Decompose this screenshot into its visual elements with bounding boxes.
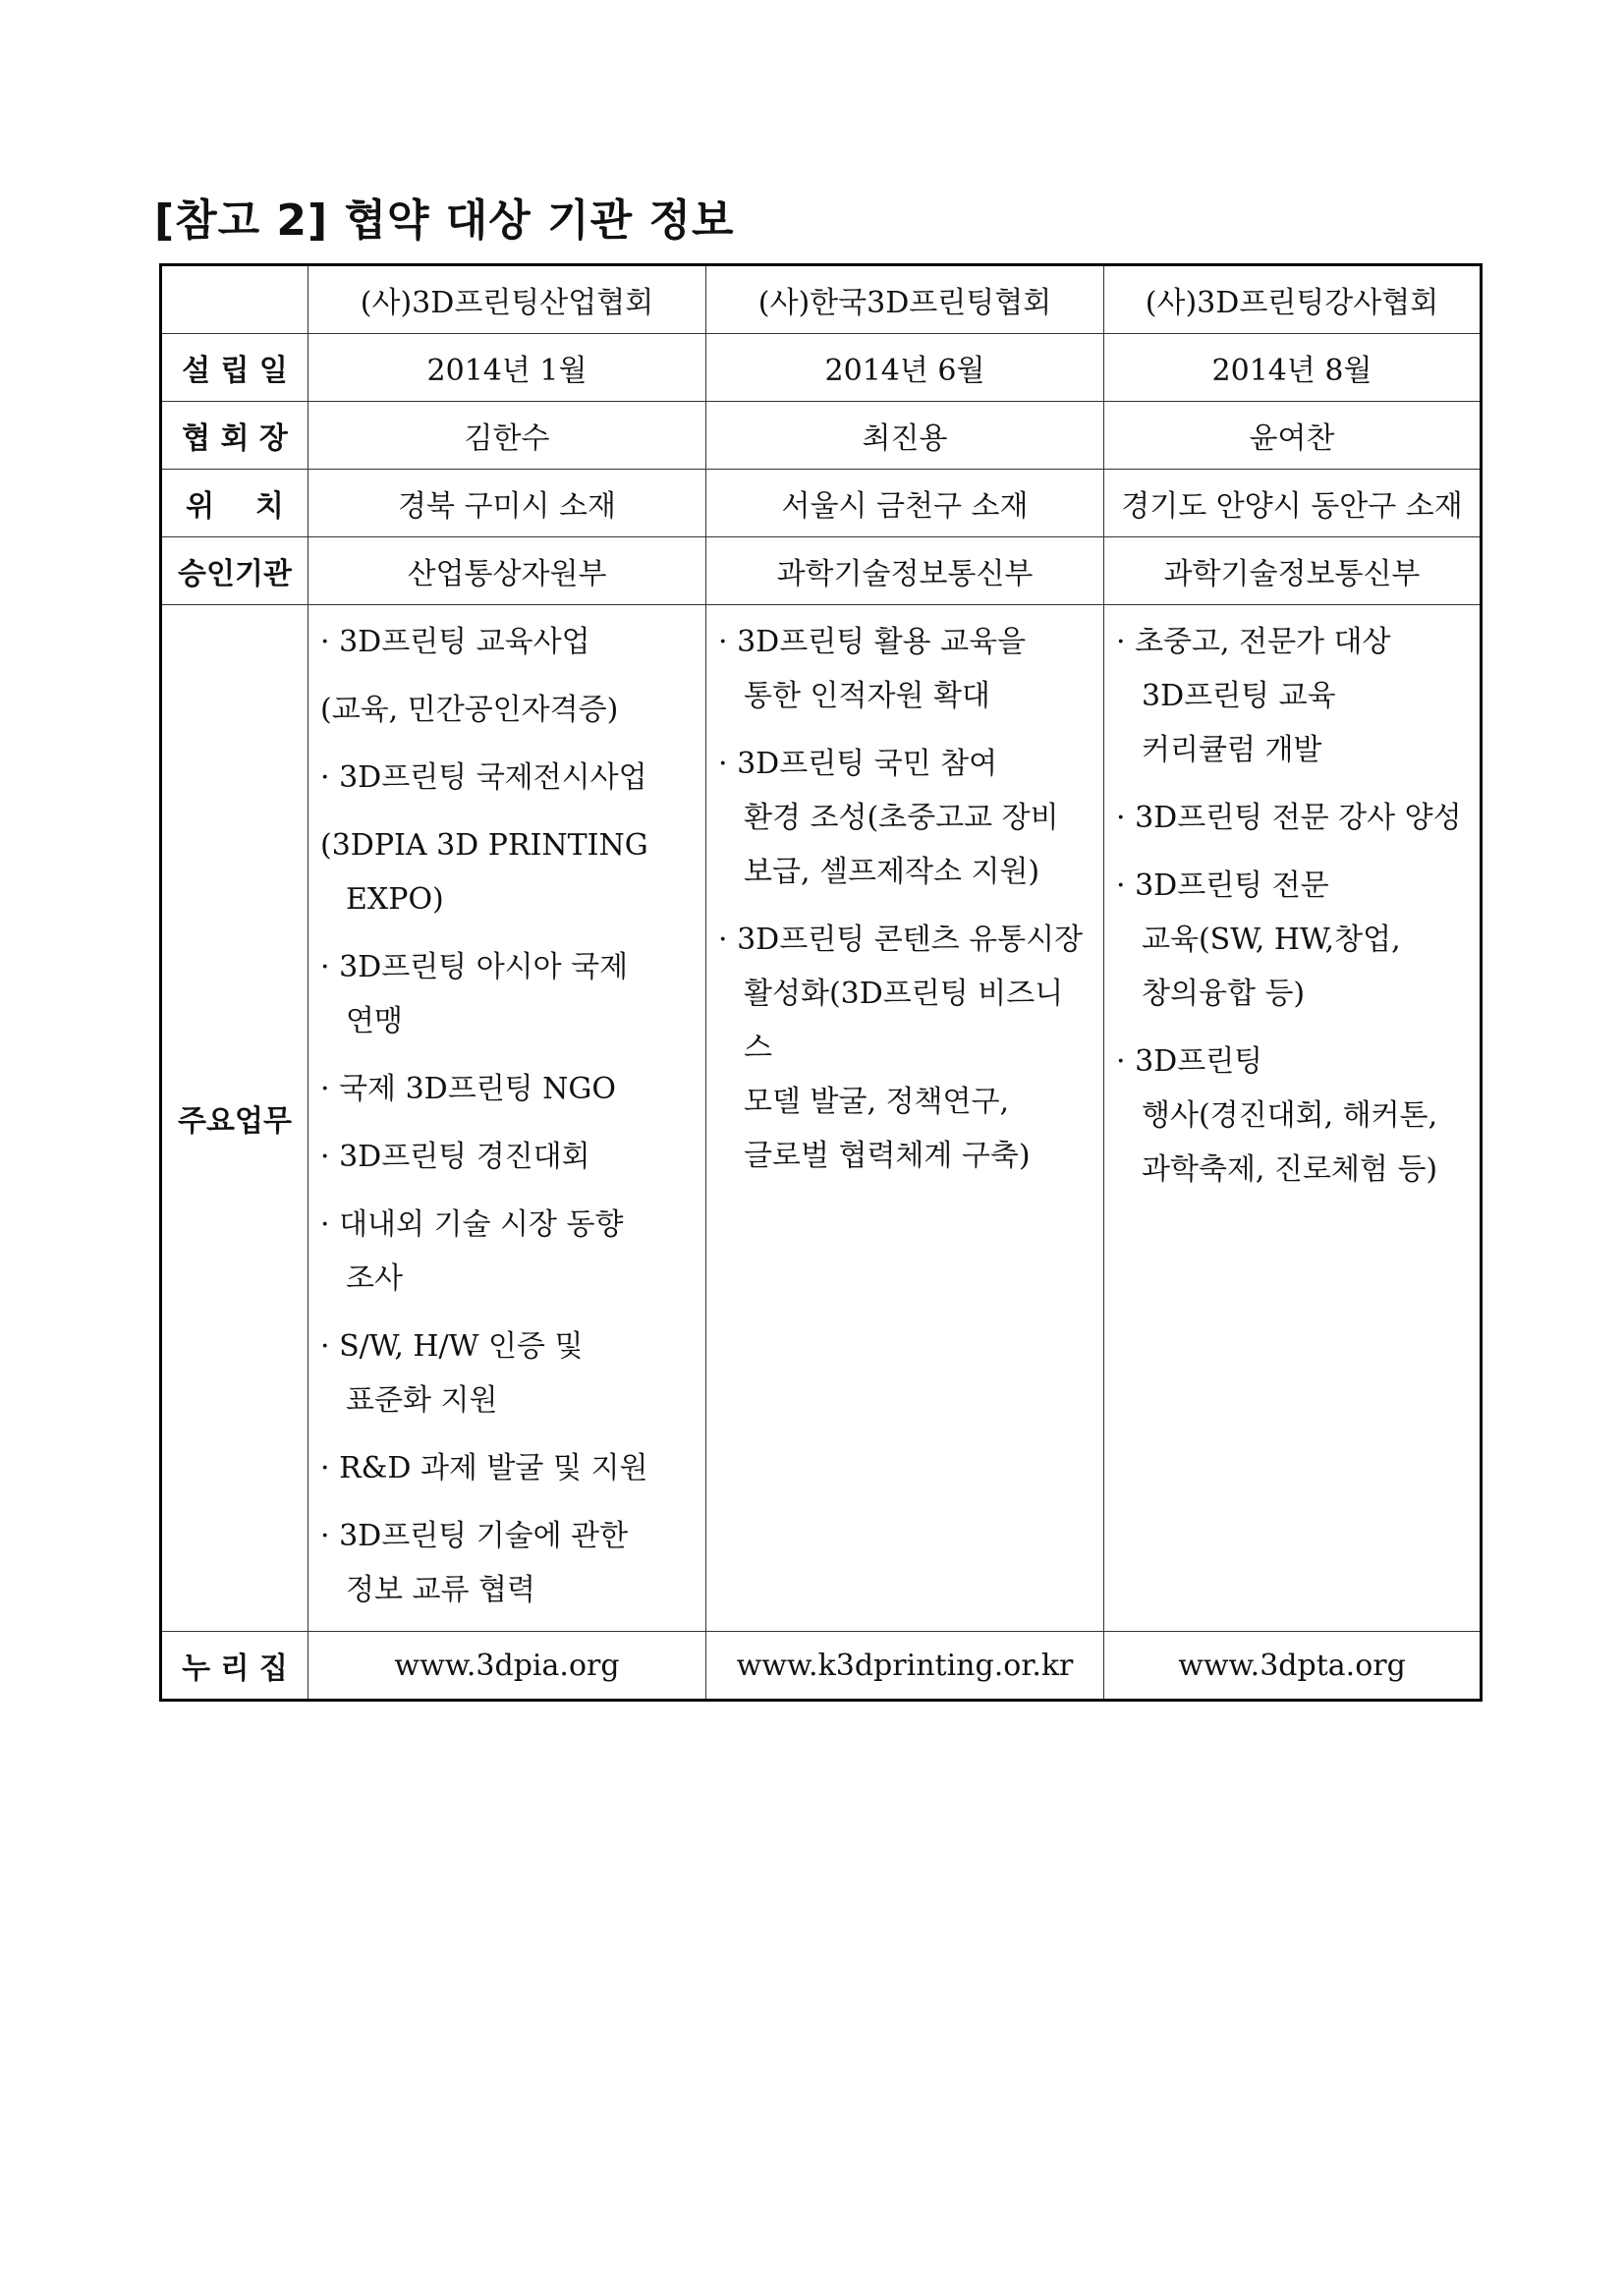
duty-item — [1116, 615, 1468, 777]
duty-line: 3D프린팅 교육 — [1142, 679, 1336, 713]
duty-line: 활성화(3D프린팅 비즈니스 — [744, 977, 1064, 1065]
duties-3dpta — [1104, 605, 1482, 1632]
duties-3dpia — [308, 605, 706, 1632]
website-k3d[interactable]: www.k3dprinting.or.kr — [706, 1632, 1104, 1701]
duty-item — [320, 1130, 694, 1184]
established-k3d: 2014년 6월 — [706, 334, 1104, 402]
duty-line: · 국제 3D프린팅 NGO — [320, 1072, 616, 1106]
duty-line: · 3D프린팅 전문 강사 양성 — [1116, 801, 1462, 835]
duty-item — [320, 1509, 694, 1617]
duties-list-3dpia — [320, 615, 694, 1617]
established-3dpta: 2014년 8월 — [1104, 334, 1482, 402]
row-header-duties: 주요업무 — [161, 605, 308, 1632]
website-row — [161, 1632, 1482, 1701]
duty-line: 창의융합 등) — [1142, 977, 1306, 1011]
duty-line: 교육(SW, HW,창업, — [1142, 923, 1401, 957]
duty-line: · 초중고, 전문가 대상 — [1116, 625, 1391, 659]
duty-item — [320, 818, 694, 926]
duty-item — [320, 1198, 694, 1306]
president-k3d: 최진용 — [706, 402, 1104, 470]
duty-line: 행사(경진대회, 해커톤, — [1142, 1098, 1438, 1133]
established-3dpia: 2014년 1월 — [308, 334, 706, 402]
duties-list-3dpta — [1116, 615, 1468, 1197]
duty-item — [320, 940, 694, 1048]
duty-line: 환경 조성(초중고교 장비 — [744, 801, 1059, 835]
duties-row — [161, 605, 1482, 1632]
duty-line: 정보 교류 협력 — [346, 1573, 535, 1607]
location-3dpia: 경북 구미시 소재 — [308, 470, 706, 537]
duty-item — [718, 737, 1092, 899]
duty-line: · S/W, H/W 인증 및 — [320, 1329, 584, 1364]
location-row — [161, 470, 1482, 537]
duty-item — [320, 615, 694, 669]
duty-item — [718, 615, 1092, 723]
duty-line: · 3D프린팅 기술에 관한 — [320, 1519, 629, 1553]
column-header-k3d: (사)한국3D프린팅협회 — [706, 265, 1104, 334]
authority-k3d: 과학기술정보통신부 — [706, 537, 1104, 605]
page-title: [참고 2] 협약 대상 기관 정보 — [154, 196, 735, 246]
duty-line: (교육, 민간공인자격증) — [320, 693, 619, 727]
authority-3dpia: 산업통상자원부 — [308, 537, 706, 605]
duty-line: · 3D프린팅 활용 교육을 — [718, 625, 1027, 659]
duty-line: 글로벌 협력체계 구축) — [744, 1139, 1031, 1173]
location-k3d: 서울시 금천구 소재 — [706, 470, 1104, 537]
duty-line: · 3D프린팅 국민 참여 — [718, 747, 998, 781]
authority-row — [161, 537, 1482, 605]
duty-item — [1116, 859, 1468, 1021]
duty-line: 통한 인적자원 확대 — [744, 679, 990, 713]
president-3dpta: 윤여찬 — [1104, 402, 1482, 470]
duty-item — [320, 751, 694, 805]
duty-line: 모델 발굴, 정책연구, — [744, 1085, 1009, 1119]
row-header-website: 누 리 집 — [161, 1632, 308, 1701]
duty-line: · 대내외 기술 시장 동향 — [320, 1207, 624, 1242]
duties-list-k3d — [718, 615, 1092, 1183]
authority-3dpta: 과학기술정보통신부 — [1104, 537, 1482, 605]
row-header-location: 위 치 — [161, 470, 308, 537]
duty-line: · 3D프린팅 아시아 국제 — [320, 950, 629, 984]
duty-item — [1116, 791, 1468, 845]
duty-line: 조사 — [346, 1261, 403, 1296]
column-header-3dpia: (사)3D프린팅산업협회 — [308, 265, 706, 334]
duty-item — [1116, 1035, 1468, 1197]
row-header-established: 설 립 일 — [161, 334, 308, 402]
row-header-authority: 승인기관 — [161, 537, 308, 605]
duty-line: 커리큘럼 개발 — [1142, 733, 1322, 767]
location-3dpta: 경기도 안양시 동안구 소재 — [1104, 470, 1482, 537]
president-3dpia: 김한수 — [308, 402, 706, 470]
duty-item — [320, 683, 694, 737]
duty-line: · R&D 과제 발굴 및 지원 — [320, 1451, 648, 1485]
duty-line: · 3D프린팅 국제전시사업 — [320, 760, 647, 795]
website-3dpta[interactable]: www.3dpta.org — [1104, 1632, 1482, 1701]
duty-item — [320, 1441, 694, 1495]
duty-item — [320, 1062, 694, 1116]
row-header-president: 협 회 장 — [161, 402, 308, 470]
duty-line: · 3D프린팅 교육사업 — [320, 625, 590, 659]
duty-line: 연맹 — [346, 1004, 403, 1038]
header-row — [161, 265, 1482, 334]
duty-line: · 3D프린팅 경진대회 — [320, 1140, 590, 1174]
established-row — [161, 334, 1482, 402]
agreement-institutions-table — [159, 263, 1483, 1702]
duties-k3d — [706, 605, 1104, 1632]
duty-line: · 3D프린팅 전문 — [1116, 868, 1329, 903]
corner-cell — [161, 265, 308, 334]
duty-line: · 3D프린팅 콘텐츠 유통시장 — [718, 923, 1084, 957]
duty-line: · 3D프린팅 — [1116, 1044, 1263, 1079]
duty-item — [718, 913, 1092, 1183]
duty-line: EXPO) — [346, 882, 444, 917]
duty-item — [320, 1319, 694, 1428]
column-header-3dpta: (사)3D프린팅강사협회 — [1104, 265, 1482, 334]
duty-line: (3DPIA 3D PRINTING — [320, 828, 648, 863]
president-row — [161, 402, 1482, 470]
website-3dpia[interactable]: www.3dpia.org — [308, 1632, 706, 1701]
duty-line: 표준화 지원 — [346, 1383, 498, 1418]
duty-line: 보급, 셀프제작소 지원) — [744, 855, 1040, 889]
duty-line: 과학축제, 진로체험 등) — [1142, 1152, 1438, 1187]
